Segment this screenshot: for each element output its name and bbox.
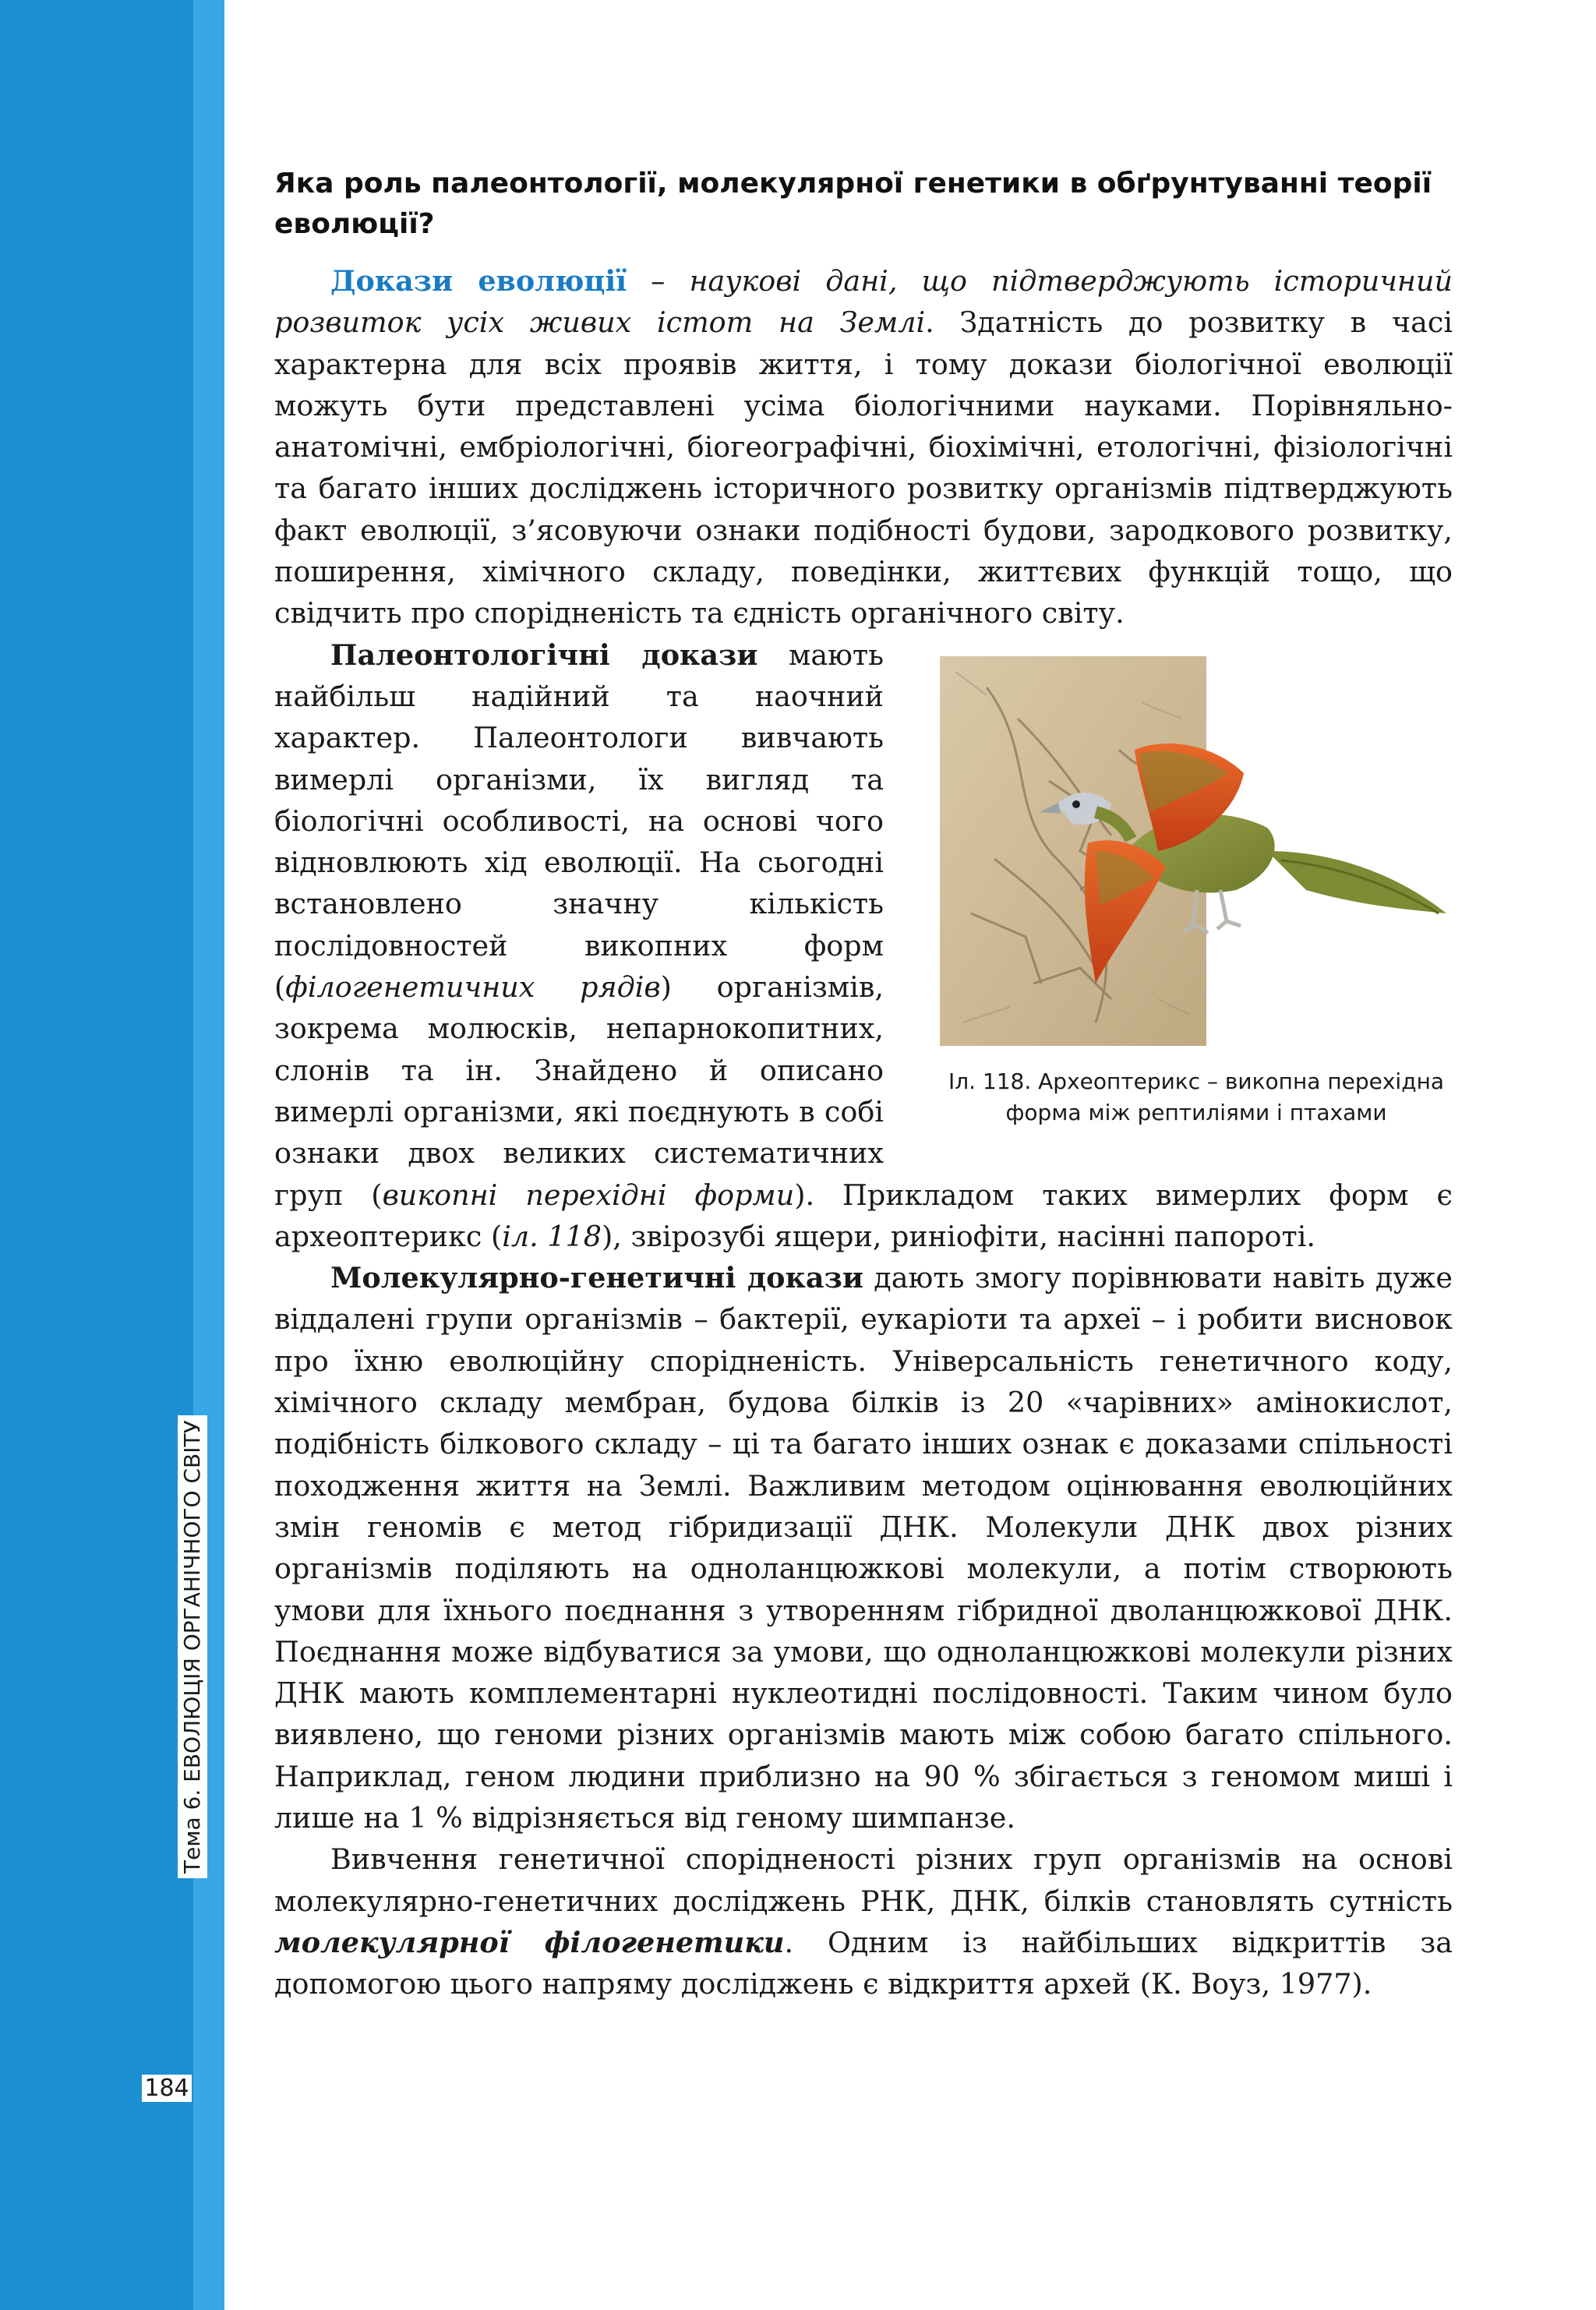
paragraph-molecular-genetic <box>274 1257 1453 1838</box>
dash: – <box>627 264 690 298</box>
molecular-lead: Молекулярно-генетичні докази <box>330 1261 863 1295</box>
phylogenetics-term: молекулярної філогенетики <box>274 1925 785 1959</box>
section-heading: Яка роль палеонтології, молекулярної генетики в обґрунтуванні теорії еволюції? <box>274 168 1432 240</box>
figure-reference: іл. 118 <box>502 1219 602 1253</box>
paragraph-phylogenetics <box>274 1838 1453 2004</box>
page-number: 184 <box>142 2075 192 2102</box>
text-segment: ). Прикладом таких вимерлих форм є археоптерикс ( <box>274 1178 1453 1253</box>
italic-term: викопні перехідні форми <box>382 1178 795 1212</box>
archaeopteryx-image <box>940 656 1453 1046</box>
page-content <box>274 164 1453 2004</box>
paragraph-text: . Здатність до розвитку в часі характерна для всіх проявів життя, і тому докази біологічної еволюції можуть бути представлені усіма біологічними науками. Порівняльно-анатомічні, ембріологічні, біогеографічні, біохімічні, етологічні, фізіологічні та багато інших досліджень історичного розвитку організмів підтверджують факт еволюції, з’ясовуючи ознаки подібності будови, зародкового розвитку, поширення, хімічного складу, поведінки, життєвих функцій тощо, що свідчить про спорідненість та єдність органічного світу. <box>274 306 1453 630</box>
text-segment: Вивчення генетичної спорідненості різних груп організмів на основі молекулярно-генетичних досліджень РНК, ДНК, білків становлять сутність <box>274 1842 1453 1918</box>
paleontology-lead: Палеонтологічні докази <box>330 638 758 672</box>
term-evolution-evidence: Докази еволюції <box>330 264 627 298</box>
paragraph-evolution-evidence <box>274 260 1453 634</box>
text-segment: ) організмів, зокрема молюсків, непарнокопитних, слонів та ін. Знайдено й описано вимерлі організми, які поєднують в собі ознаки двох великих систематичних груп ( <box>274 970 884 1212</box>
side-color-band <box>0 0 224 2310</box>
paleontology-block <box>274 634 1453 1257</box>
figure-archaeopteryx <box>915 656 1453 1129</box>
chapter-side-title: Тема 6. ЕВОЛЮЦІЯ ОРГАНІЧНОГО СВІТУ <box>178 1415 207 1878</box>
text-segment: . Одним із найбільших відкриттів за допомогою цього напряму досліджень є відкриття архей (К. Воуз, 1977). <box>274 1925 1453 2001</box>
side-color-band-inner <box>193 0 224 2310</box>
paragraph-text: дають змогу порівнювати навіть дуже віддалені групи організмів – бактерії, еукаріоти та археї – і робити висновок про їхню еволюційну спорідненість. Універсальність генетичного коду, хімічного складу мембран, будова білків із 20 «чарівних» амінокислот, подібність білкового складу – ці та багато інших ознак є доказами спільності походження життя на Землі. Важливим методом оцінювання еволюційних змін геномів є метод гібридизації ДНК. Молекули ДНК двох різних організмів поділяють на одноланцюжкові молекули, а потім створюють умови для їхнього поєднання з утворенням гібридної дволанцюжкової ДНК. Поєднання може відбуватися за умови, що одноланцюжкові молекули різних ДНК мають комплементарні нуклеотидні послідовності. Таким чином було виявлено, що геноми різних організмів мають між собою багато спільного. Наприклад, геном людини приблизно на 90 % збігається з геномом миші і лише на 1 % відрізняється від геному шимпанзе. <box>274 1261 1453 1835</box>
text-segment: ), звірозубі ящери, риніофіти, насінні папороті. <box>602 1219 1315 1253</box>
italic-term: філогенетичних рядів <box>285 970 661 1005</box>
figure-caption: Іл. 118. Археоптерикс – викопна перехідна форма між рептиліями і птахами <box>948 1068 1445 1125</box>
definition-text: наукові дані, що підтверджують історичний розвиток усіх живих істот на Землі <box>274 264 1453 340</box>
text-segment: мають найбільш надійний та наочний характер. Палеонтологи вивчають вимерлі організми, їх вигляд та біологічні особливості, на основі чого відновлюють хід еволюції. На сьогодні встановлено значну кількість послідовностей викопних форм ( <box>274 638 884 1005</box>
